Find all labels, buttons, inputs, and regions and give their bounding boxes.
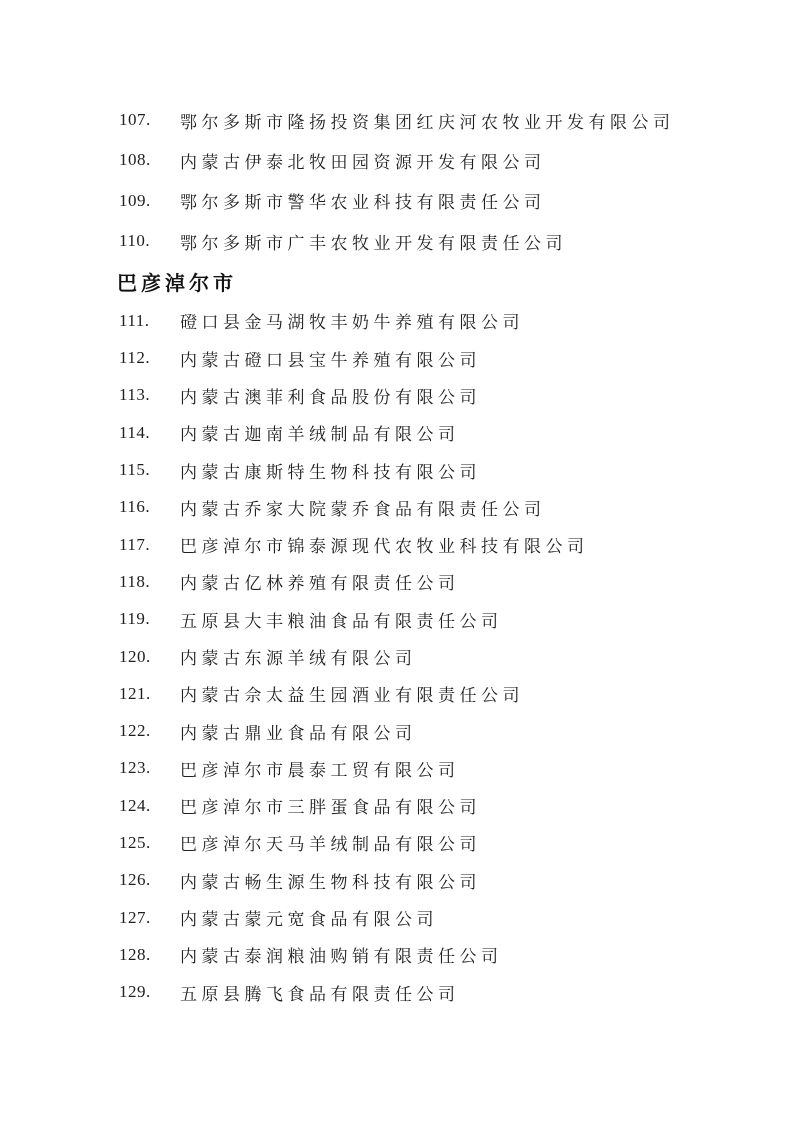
list-item — [119, 221, 743, 261]
list-item — [119, 302, 743, 339]
list-item-number: 120. — [119, 646, 151, 666]
list-item-number: 112. — [119, 348, 151, 368]
company-name: 巴彦淖尔市晨泰工贸有限公司 — [180, 760, 460, 780]
company-name: 内蒙古乔家大院蒙乔食品有限责任公司 — [180, 499, 546, 519]
list-item — [119, 140, 743, 180]
list-item — [119, 862, 743, 899]
company-name: 内蒙古鼎业食品有限公司 — [180, 723, 417, 743]
list-item-number: 121. — [119, 683, 151, 703]
company-name: 内蒙古康斯特生物科技有限公司 — [180, 462, 481, 482]
list-item-number: 116. — [119, 497, 151, 517]
list-item — [119, 601, 743, 638]
company-name: 内蒙古磴口县宝牛养殖有限公司 — [180, 350, 481, 370]
list-item — [119, 100, 743, 140]
company-name: 鄂尔多斯市隆扬投资集团红庆河农牧业开发有限公司 — [180, 112, 675, 132]
company-name: 鄂尔多斯市警华农业科技有限责任公司 — [180, 193, 546, 213]
list-item — [119, 712, 743, 749]
company-name: 内蒙古迦南羊绒制品有限公司 — [180, 425, 460, 445]
company-name: 内蒙古伊泰北牧田园资源开发有限公司 — [180, 152, 546, 172]
list-item — [119, 899, 743, 936]
company-name: 内蒙古澳菲利食品股份有限公司 — [180, 387, 481, 407]
list-item — [119, 974, 743, 1011]
company-name: 内蒙古东源羊绒有限公司 — [180, 649, 417, 668]
list-item-number: 115. — [119, 460, 151, 480]
list-item-number: 119. — [119, 609, 151, 629]
list-item-number: 113. — [119, 385, 151, 405]
company-name: 内蒙古佘太益生园酒业有限责任公司 — [180, 686, 524, 706]
list-item-number: 111. — [119, 310, 150, 330]
list-item-number: 123. — [119, 758, 151, 778]
list-item — [119, 414, 743, 451]
list-item-number: 108. — [119, 150, 151, 170]
list-item-number: 109. — [119, 190, 151, 210]
list-item — [119, 787, 743, 824]
company-name: 鄂尔多斯市广丰农牧业开发有限责任公司 — [180, 233, 567, 253]
list-item — [119, 451, 743, 488]
list-item-number: 127. — [119, 907, 151, 927]
company-name: 内蒙古畅生源生物科技有限公司 — [180, 872, 481, 892]
list-item — [119, 563, 743, 600]
list-item — [119, 489, 743, 526]
list-item-number: 129. — [119, 982, 151, 1002]
company-name: 巴彦淖尔天马羊绒制品有限公司 — [180, 835, 481, 855]
list-item-number: 110. — [119, 231, 151, 251]
list-item — [119, 936, 743, 973]
list-item-number: 122. — [119, 721, 151, 741]
list-item-number: 124. — [119, 795, 151, 815]
list-item — [119, 339, 743, 376]
list-item-number: 126. — [119, 870, 151, 890]
list-item — [119, 638, 743, 675]
list-item-number: 107. — [119, 110, 151, 130]
company-name: 巴彦淖尔市三胖蛋食品有限公司 — [180, 798, 481, 818]
list-item-number: 118. — [119, 571, 151, 591]
list-item — [119, 526, 743, 563]
list-item — [119, 824, 743, 861]
company-name: 磴口县金马湖牧丰奶牛养殖有限公司 — [180, 313, 524, 333]
company-name: 内蒙古蒙元宽食品有限公司 — [180, 910, 438, 930]
section-header: 巴彦淖尔市 — [117, 273, 237, 296]
company-name: 内蒙古泰润粮油购销有限责任公司 — [180, 947, 503, 967]
list-item — [119, 750, 743, 787]
list-item-number: 117. — [119, 534, 151, 554]
company-name: 巴彦淖尔市锦泰源现代农牧业科技有限公司 — [180, 537, 589, 557]
list-item — [119, 181, 743, 221]
list-item-number: 125. — [119, 832, 151, 852]
company-list — [119, 100, 743, 1011]
list-item-number: 114. — [119, 422, 151, 442]
company-name: 五原县腾飞食品有限责任公司 — [180, 984, 460, 1004]
company-name: 五原县大丰粮油食品有限责任公司 — [180, 611, 503, 631]
list-item-number: 128. — [119, 944, 151, 964]
company-name: 内蒙古亿林养殖有限责任公司 — [180, 574, 460, 594]
list-item — [119, 377, 743, 414]
list-item — [119, 675, 743, 712]
